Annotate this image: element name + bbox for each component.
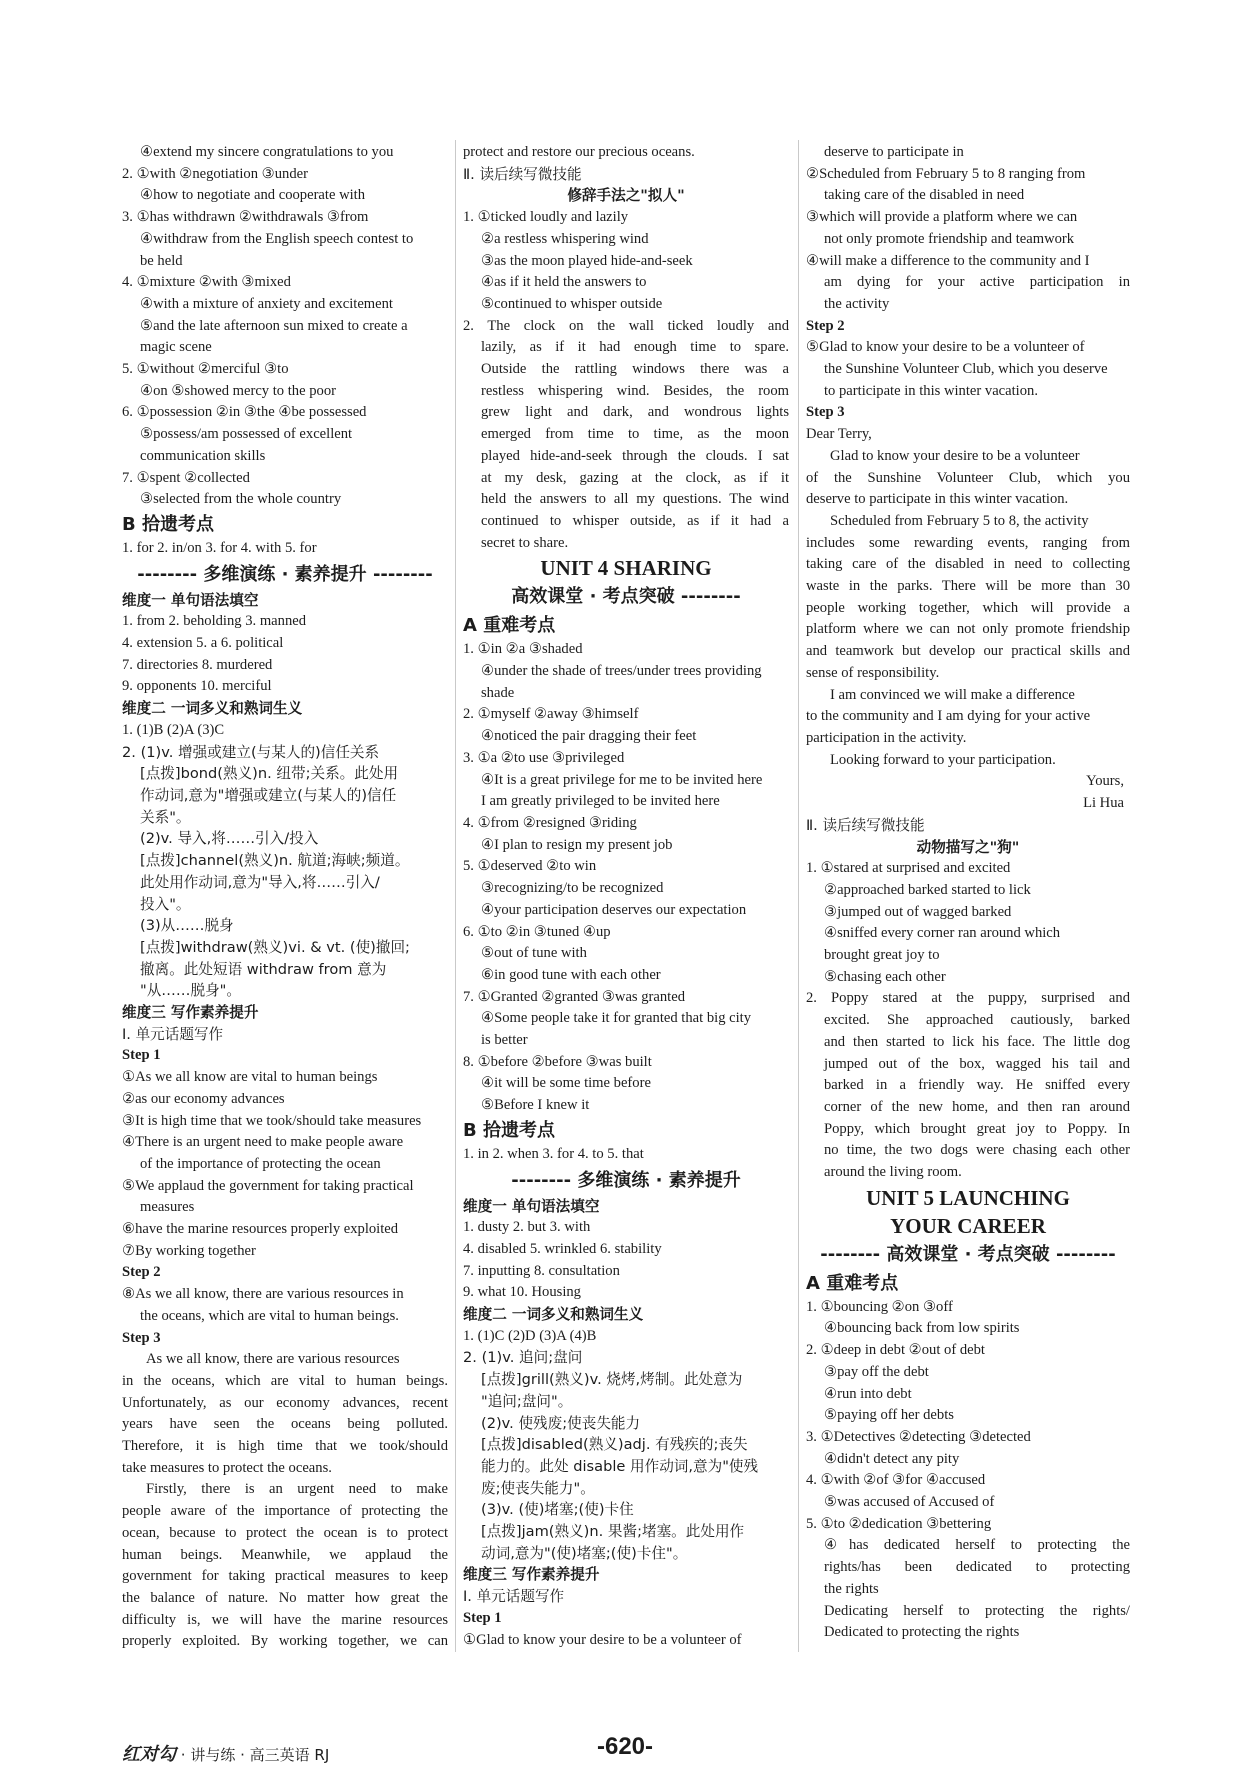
text-line: 1. ①ticked loudly and lazily (463, 209, 629, 226)
text-line: 5. ①deserved ②to win (463, 858, 597, 875)
text-line: ⑦By working together (122, 1242, 256, 1259)
text-line: 1. ①stared at surprised and excited (806, 860, 1011, 877)
text-line: Li Hua (1083, 795, 1124, 812)
text-line: 3. ①has withdrawn ②withdrawals ③from (122, 209, 369, 226)
text-line: 4. ①from ②resigned ③riding (463, 814, 637, 831)
text-line: ⑤paying off her debts (824, 1407, 954, 1424)
book-title: · 讲与练 · 高三英语 RJ (180, 1746, 330, 1764)
text-line: 维度一 单句语法填空 (463, 1197, 600, 1215)
text-line: ③selected from the whole country (140, 491, 342, 508)
text-line: 维度一 单句语法填空 (122, 591, 259, 609)
text-line: ⑤continued to whisper outside (481, 295, 663, 312)
text-line: Yours, (1086, 773, 1124, 790)
text-line: ④didn't detect any pity (824, 1450, 960, 1467)
text-line: rights/has been dedicated to protecting (824, 1559, 1130, 1576)
text-line: 4. ①with ②of ③for ④accused (806, 1472, 986, 1489)
text-line: 2. ①myself ②away ③himself (463, 706, 639, 723)
text-line: ④extend my sincere congratulations to you (140, 144, 394, 160)
text-line: and then started to lick his face. The little dog (824, 1033, 1130, 1050)
text-line: at my desk, gazing at the clock, as if it (481, 469, 789, 486)
text-line: barked in a friendly way. He sniffed every (824, 1077, 1130, 1094)
text-line: Ⅰ. 单元话题写作 (463, 1588, 565, 1606)
text-line: (3)从……脱身 (140, 917, 234, 935)
text-line: 此处用作动词,意为"导入,将……引入/ (140, 873, 380, 891)
text-line: ④will make a difference to the community and I (806, 252, 1090, 269)
text-line: Step 2 (806, 317, 845, 334)
text-line: ①Glad to know your desire to be a volunteer of (463, 1631, 742, 1648)
text-line: As we all know, there are various resources (146, 1351, 400, 1368)
text-line: 2. (1)v. 增强或建立(与某人的)信任关系 (122, 743, 380, 761)
text-line: -------- 高效课堂 · 考点突破 -------- (820, 1243, 1116, 1265)
text-line: participation in the activity. (806, 729, 967, 746)
text-line: ocean, because to protect the ocean is to protect (122, 1524, 448, 1541)
column-divider (455, 140, 456, 1652)
text-line: 8. ①before ②before ③was built (463, 1053, 652, 1070)
text-line: 7. directories 8. murdered (122, 656, 273, 673)
text-line: A 重难考点 (463, 615, 556, 637)
text-line: 修辞手法之"拟人" (567, 187, 685, 205)
text-line: jumped out of the box, wagged his tail and (824, 1055, 1130, 1072)
text-line: 4. disabled 5. wrinkled 6. stability (463, 1240, 662, 1257)
text-line: Step 1 (122, 1047, 161, 1064)
text-line: I am convinced we will make a difference (830, 686, 1075, 703)
text-line: government for taking practical measures to keep (122, 1568, 448, 1585)
text-line: the rights (824, 1580, 879, 1597)
text-line: taking care of the disabled in need to collecting (806, 556, 1130, 573)
text-line: ⑤Before I knew it (481, 1097, 590, 1114)
text-line: includes some rewarding events, ranging from (806, 534, 1130, 551)
text-line: the balance of nature. No matter how great the (122, 1590, 448, 1606)
text-line: ④withdraw from the English speech contest to (140, 230, 414, 247)
text-line: secret to share. (481, 534, 569, 551)
text-line: 维度三 写作素养提升 (122, 1004, 259, 1022)
text-line: 1. ①bouncing ②on ③off (806, 1298, 953, 1315)
text-line: the activity (824, 295, 890, 312)
text-line: ⑥have the marine resources properly exploited (122, 1221, 399, 1238)
text-line: 2. (1)v. 追问;盘问 (463, 1349, 583, 1367)
text-line: Dedicated to protecting the rights (824, 1624, 1020, 1641)
text-line: 撤离。此处短语 withdraw from 意为 (140, 960, 387, 978)
text-line: ③as the moon played hide-and-seek (481, 252, 693, 269)
text-line: YOUR CAREER (890, 1213, 1046, 1238)
text-line: 维度二 一词多义和熟词生义 (122, 700, 303, 718)
text-line: -------- 多维演练 · 素养提升 (511, 1169, 741, 1191)
text-line: ⑧As we all know, there are various resources in (122, 1286, 404, 1303)
page-number: -620- (596, 1733, 654, 1760)
text-line: is better (481, 1032, 528, 1049)
text-line: [点拨]jam(熟义)n. 果酱;堵塞。此处用作 (481, 1523, 745, 1541)
text-line: 1. from 2. beholding 3. manned (122, 613, 307, 630)
text-line: taking care of the disabled in need (824, 187, 1025, 204)
text-line: restless whispering wind. Besides, the room (481, 382, 789, 399)
text-line: 7. inputting 8. consultation (463, 1262, 620, 1279)
text-line: ②approached barked started to lick (824, 881, 1031, 898)
text-line: Ⅰ. 单元话题写作 (122, 1025, 224, 1043)
text-line: Dedicating herself to protecting the rights/ (824, 1602, 1130, 1619)
text-line: people aware of the importance of protecting the (122, 1503, 448, 1520)
text-line: 9. opponents 10. merciful (122, 678, 272, 695)
text-line: 维度二 一词多义和熟词生义 (463, 1306, 644, 1324)
text-line: no time, the two dogs were chasing each other (824, 1142, 1130, 1159)
text-line: ④sniffed every corner ran around which (824, 925, 1061, 942)
text-line: ③which will provide a platform where we can (806, 209, 1078, 226)
text-line: continued to whisper outside, as if it had a (481, 512, 789, 529)
text-line: deserve to participate in this winter vacation. (806, 491, 1069, 508)
text-line: waste in the parks. There will be more than 30 (806, 578, 1130, 595)
brand-logo: 红对勾 (122, 1744, 176, 1765)
text-line: the oceans, which are vital to human beings. (140, 1307, 399, 1324)
text-line: B 拾遗考点 (463, 1119, 555, 1141)
text-line: [点拨]withdraw(熟义)vi. & vt. (使)撤回; (140, 938, 410, 956)
text-line: "追问;盘问"。 (481, 1392, 573, 1410)
text-line: ④on ⑤showed mercy to the poor (140, 382, 336, 399)
text-line: 2. Poppy stared at the puppy, surprised and (806, 990, 1130, 1007)
text-line: not only promote friendship and teamwork (824, 230, 1075, 247)
text-line: [点拨]channel(熟义)n. 航道;海峡;频道。 (140, 852, 410, 870)
text-line: 1. (1)B (2)A (3)C (122, 721, 225, 738)
text-line: 7. ①Granted ②granted ③was granted (463, 988, 686, 1005)
text-line: ②Scheduled from February 5 to 8 ranging from (806, 165, 1086, 182)
text-line: 9. what 10. Housing (463, 1284, 581, 1301)
text-line: 维度三 写作素养提升 (463, 1566, 600, 1584)
text-line: properly exploited. By working together, we can (122, 1633, 448, 1650)
text-line: 1. in 2. when 3. for 4. to 5. that (463, 1145, 644, 1162)
text-line: ④under the shade of trees/under trees providing (481, 663, 762, 680)
text-line: ④your participation deserves our expectation (481, 901, 747, 918)
text-line: to participate in this winter vacation. (824, 382, 1038, 399)
text-line: 1. for 2. in/on 3. for 4. with 5. for (122, 539, 317, 556)
text-line: 6. ①possession ②in ③the ④be possessed (122, 404, 367, 421)
text-line: ①As we all know are vital to human beings (122, 1069, 378, 1086)
text-line: excited. She approached cautiously, barked (824, 1012, 1130, 1029)
text-line: the Sunshine Volunteer Club, which you deserve (824, 361, 1108, 378)
column-right (806, 142, 1130, 1644)
text-line: 投入"。 (140, 895, 191, 913)
text-line: 5. ①to ②dedication ③bettering (806, 1515, 992, 1532)
text-line: Step 2 (122, 1264, 161, 1281)
text-line: ②a restless whispering wind (481, 230, 649, 247)
text-line: 动词,意为"(使)堵塞;(使)卡住"。 (481, 1544, 688, 1562)
text-line: ④There is an urgent need to make people aware (122, 1134, 404, 1151)
text-line: held the answers to all my questions. The wind (481, 491, 789, 508)
text-line: 2. ①deep in debt ②out of debt (806, 1342, 985, 1359)
text-line: 4. extension 5. a 6. political (122, 635, 284, 652)
text-line: [点拨]bond(熟义)n. 纽带;关系。此处用 (140, 765, 399, 783)
text-line: "从……脱身"。 (140, 982, 241, 1000)
text-line: Unfortunately, as our economy advances, recent (122, 1394, 448, 1411)
text-line: ⑤Glad to know your desire to be a volunteer of (806, 339, 1085, 356)
text-line: ④It is a great privilege for me to be invited here (481, 771, 763, 788)
column-middle (463, 142, 789, 1651)
text-line: protect and restore our precious oceans. (463, 144, 695, 160)
text-line: around the living room. (824, 1164, 962, 1181)
text-line: ③recognizing/to be recognized (481, 880, 664, 897)
footer-brand (122, 1740, 329, 1766)
column-left (122, 142, 448, 1653)
text-line: ③It is high time that we took/should take measures (122, 1112, 422, 1129)
text-line: [点拨]grill(熟义)v. 烧烤,烤制。此处意为 (481, 1371, 743, 1389)
text-line: in the oceans, which are vital to human beings. (122, 1372, 448, 1389)
text-line: 5. ①without ②merciful ③to (122, 361, 289, 378)
text-line: [点拨]disabled(熟义)adj. 有残疾的;丧失 (481, 1436, 748, 1454)
text-line: emerged from time to time, as the moon (481, 426, 789, 443)
text-line: 2. ①with ②negotiation ③under (122, 165, 308, 182)
text-line: ⑤was accused of Accused of (824, 1494, 995, 1511)
text-line: A 重难考点 (806, 1272, 899, 1294)
text-line: Step 1 (463, 1609, 502, 1626)
text-line: lazily, as if it had enough time to spare. (481, 339, 789, 356)
text-line: corner of the new home, and then ran around (824, 1098, 1130, 1115)
text-line: 关系"。 (140, 808, 191, 826)
text-line: ⑥in good tune with each other (481, 966, 661, 983)
text-line: shade (481, 684, 515, 701)
text-line: to the community and I am dying for your active (806, 708, 1091, 725)
text-line: be held (140, 252, 183, 269)
text-line: ④has dedicated herself to protecting the (824, 1537, 1130, 1554)
text-line: 能力的。此处 disable 用作动词,意为"使残 (481, 1457, 759, 1475)
text-line: 动物描写之"狗" (916, 838, 1020, 856)
text-line: ④run into debt (824, 1385, 912, 1402)
text-line: Ⅱ. 读后续写微技能 (463, 165, 582, 183)
column-divider (798, 140, 799, 1652)
text-line: 废;使丧失能力"。 (481, 1479, 595, 1497)
text-line: 3. ①a ②to use ③privileged (463, 749, 625, 766)
text-line: of the importance of protecting the ocean (140, 1155, 381, 1172)
text-line: 6. ①to ②in ③tuned ④up (463, 923, 611, 940)
text-line: ④as if it held the answers to (481, 274, 647, 291)
text-line: deserve to participate in (824, 144, 964, 160)
text-line: Ⅱ. 读后续写微技能 (806, 816, 925, 834)
text-line: sense of responsibility. (806, 664, 940, 681)
text-line: (3)v. (使)堵塞;(使)卡住 (481, 1501, 634, 1519)
text-line: platform where we can not only promote friendship (806, 621, 1130, 638)
text-line: am dying for your active participation in (824, 274, 1130, 291)
text-line: ⑤We applaud the government for taking practical (122, 1177, 414, 1194)
text-line: difficulty is, we will have the marine resources (122, 1611, 448, 1628)
text-line: magic scene (140, 339, 212, 356)
text-line: Scheduled from February 5 to 8, the activity (830, 512, 1089, 529)
text-line: B 拾遗考点 (122, 513, 214, 535)
text-line: ④with a mixture of anxiety and excitement (140, 295, 393, 312)
text-line: 1. ①in ②a ③shaded (463, 641, 583, 658)
text-line: Step 3 (122, 1329, 161, 1346)
text-line: measures (140, 1199, 195, 1216)
text-line: -------- 多维演练 · 素养提升 -------- (137, 563, 433, 585)
text-line: ④it will be some time before (481, 1075, 651, 1092)
text-line: of the Sunshine Volunteer Club, which you (806, 469, 1130, 486)
text-line: 7. ①spent ②collected (122, 469, 250, 486)
text-line: ⑤out of tune with (481, 945, 587, 962)
text-line: take measures to protect the oceans. (122, 1459, 332, 1476)
text-line: Firstly, there is an urgent need to make (146, 1481, 448, 1498)
text-line: ⑤possess/am possessed of excellent (140, 426, 353, 443)
text-line: ③jumped out of wagged barked (824, 903, 1012, 920)
text-line: ④how to negotiate and cooperate with (140, 187, 366, 204)
text-line: UNIT 5 LAUNCHING (866, 1185, 1070, 1210)
text-line: 作动词,意为"增强或建立(与某人的)信任 (140, 786, 397, 804)
text-line: and teamwork but develop our practical skills and (806, 643, 1130, 660)
text-line: ②as our economy advances (122, 1090, 285, 1107)
text-line: Glad to know your desire to be a volunteer (830, 447, 1080, 464)
text-line: ⑤and the late afternoon sun mixed to create a (140, 317, 408, 334)
text-line: Poppy, which brought great joy to Poppy. In (824, 1120, 1130, 1137)
text-line: human beings. Meanwhile, we applaud the (122, 1546, 448, 1563)
text-line: Dear Terry, (806, 426, 872, 443)
text-line: ④bouncing back from low spirits (824, 1320, 1020, 1337)
text-line: grew light and dark, and wondrous lights (481, 404, 789, 421)
text-line: 1. dusty 2. but 3. with (463, 1219, 591, 1236)
text-line: ③pay off the debt (824, 1363, 929, 1380)
text-line: 4. ①mixture ②with ③mixed (122, 274, 291, 291)
text-line: 3. ①Detectives ②detecting ③detected (806, 1428, 1031, 1445)
text-line: ⑤chasing each other (824, 968, 946, 985)
text-line: years have seen the oceans being polluted. (122, 1416, 448, 1433)
text-line: I am greatly privileged to be invited here (481, 793, 720, 810)
text-line: played hide-and-seek through the clouds. I sat (481, 447, 789, 464)
text-line: (2)v. 使残废;使丧失能力 (481, 1414, 641, 1432)
text-line: ④noticed the pair dragging their feet (481, 728, 697, 745)
text-line: (2)v. 导入,将……引入/投入 (140, 830, 319, 848)
text-line: Therefore, it is high time that we took/should (122, 1438, 448, 1455)
text-line: brought great joy to (824, 947, 940, 964)
text-line: UNIT 4 SHARING (540, 556, 712, 581)
text-line: 高效课堂 · 考点突破 -------- (511, 586, 741, 608)
text-line: ④I plan to resign my present job (481, 836, 673, 853)
text-line: 1. (1)C (2)D (3)A (4)B (463, 1327, 597, 1344)
text-line: Step 3 (806, 404, 845, 421)
text-line: 2. The clock on the wall ticked loudly and (463, 317, 789, 334)
text-line: people working together, which will provide a (806, 599, 1130, 616)
text-line: ④Some people take it for granted that big city (481, 1010, 752, 1027)
text-line: Outside the rattling windows there was a (481, 361, 789, 378)
text-line: Looking forward to your participation. (830, 751, 1056, 768)
text-line: communication skills (140, 447, 266, 464)
